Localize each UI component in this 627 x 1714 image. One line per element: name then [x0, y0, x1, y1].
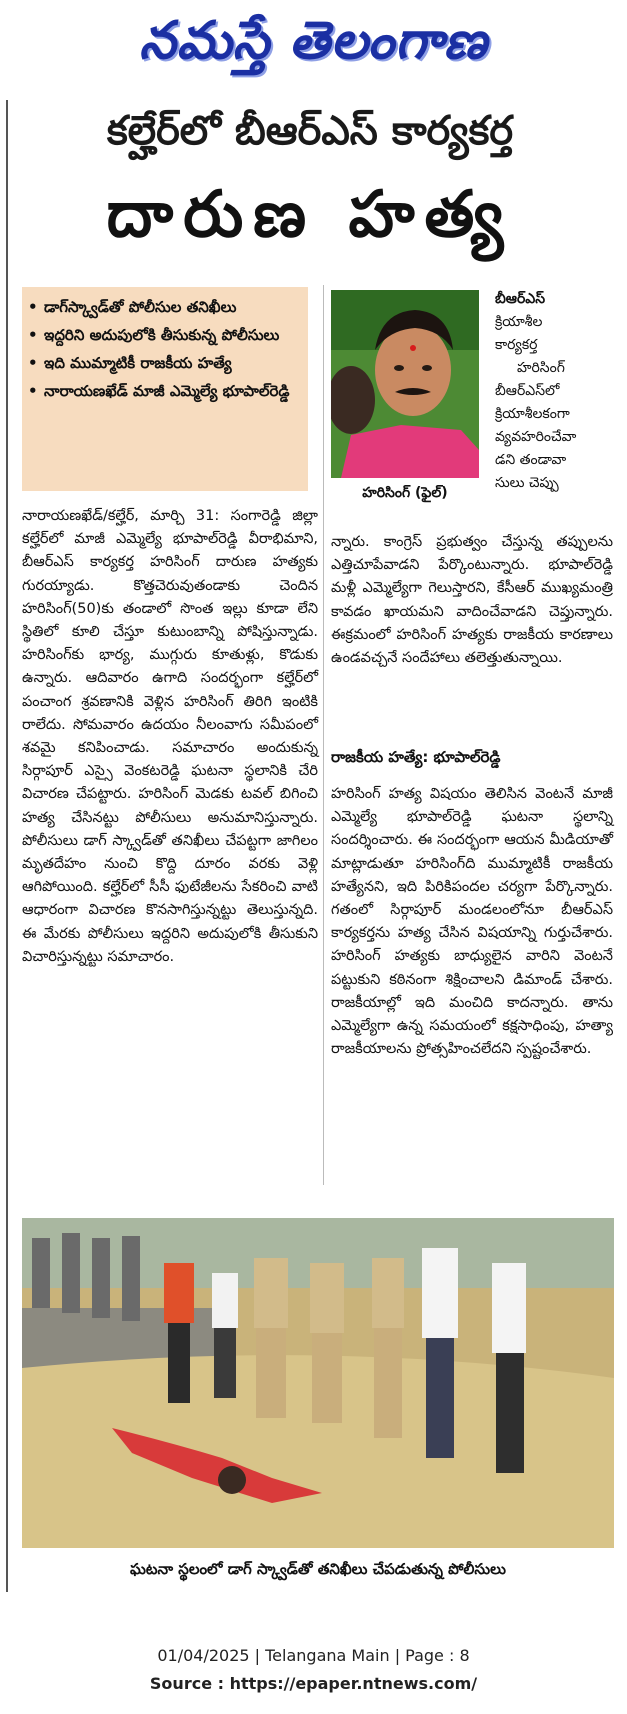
- article-body-left: [22, 505, 318, 969]
- headline-line-1: కల్హేర్‌లో బీఆర్‌ఎస్ కార్యకర్త: [106, 108, 514, 154]
- highlights-box: [22, 287, 308, 491]
- scene-image: [22, 1218, 614, 1548]
- side-text-line: క్రియాశీల: [495, 314, 543, 330]
- side-text-block: [495, 288, 613, 495]
- article-body-right-top: [331, 531, 613, 670]
- edition-info: 01/04/2025 | Telangana Main | Page : 8: [157, 1646, 470, 1665]
- photo-caption: హరిసింగ్ (ఫైల్): [362, 485, 448, 501]
- article-paragraph: హరిసింగ్ హత్య విషయం తెలిసిన వెంటనే మాజీ ఎమ్మెల్యే భూపాల్‌రెడ్డి ఘటనా స్థలాన్ని సందర్శించారు. ఈ సందర్భంగా ఆయన మీడియాతో మాట్లాడుతూ హరిసింగ్‌ది ముమ్మాటికీ రాజకీయ హత్యేనని, ఇది పిరికిపందల చర్యగా పేర్కొన్నారు. గతంలో సిర్గాపూర్ మండలంలోనూ బీఆర్‌ఎస్ కార్యకర్తను హత్య చేసిన విషయాన్ని గుర్తుచేశారు. హరిసింగ్ హత్యకు బాధ్యులైన వారిని వెంటనే పట్టుకుని కఠినంగా శిక్షించాలని డిమాండ్ చేశారు. రాజకీయాల్లో ఇది మంచిది కాదన్నారు. తాను ఎమ్మెల్యేగా ఉన్న సమయంలో కక్షసాధింపు, హత్యా రాజకీయాలను ప్రోత్సహించలేదని స్పష్టంచేశారు.: [331, 786, 613, 1058]
- scene-caption: ఘటనా స్థలంలో డాగ్ స్క్వాడ్‌తో తనిఖీలు చేపడుతున్న పోలీసులు: [130, 1560, 506, 1578]
- article-paragraph: నారాయణఖేడ్/కల్హేర్, మార్చి 31: సంగారెడ్డి జిల్లా కల్హేర్‌లో మాజీ ఎమ్మెల్యే భూపాల్‌రెడ్డి వీరాభిమాని, బీఆర్‌ఎస్ కార్యకర్త హరిసింగ్ దారుణ హత్యకు గురయ్యాడు. కొత్తచెరువుతండాకు చెందిన హరిసింగ్(50)కు తండాలో సొంత ఇల్లు కూడా లేని స్థితిలో కూలి చేస్తూ కుటుంబాన్ని పోషిస్తున్నాడు. హరిసింగ్‌కు భార్య, ముగ్గురు కూతుళ్లు, కొడుకు ఉన్నారు. ఆదివారం ఉగాది సందర్భంగా కల్హేర్‌లో పంచాంగ శ్రవణానికి వెళ్లిన హరిసింగ్ తిరిగి ఇంటికి రాలేదు. సోమవారం ఉదయం నీలంవాగు సమీపంలో శవమై కనిపించాడు. సమాచారం అందుకున్న సిర్గాపూర్ ఎస్సై వెంకటరెడ్డి ఘటనా స్థలానికి చేరి విచారణ చేపట్టారు. హరిసింగ్ మెడకు టవల్ బిగించి హత్య చేసినట్టు పోలీసులు అనుమానిస్తున్నారు. పోలీసులు డాగ్ స్క్వాడ్‌తో తనిఖీలు చేపట్టగా జాగిలం మృతదేహం నుంచి కొద్ది దూరం వరకు వెళ్లి ఆగిపోయింది. కల్హేర్‌లో సీసీ ఫుటేజీలను సేకరించి వాటి ఆధారంగా విచారణ కొనసాగిస్తున్నట్టు తెలుస్తున్నది. ఈ మేరకు పోలీసులు ఇద్దరిని అదుపులోకి తీసుకుని విచారిస్తున్నట్టు సమాచారం.: [22, 508, 318, 965]
- victim-photo: [331, 290, 479, 478]
- highlight-item: • నారాయణఖేడ్ మాజీ ఎమ్మెల్యే భూపాల్‌రెడ్డి: [28, 377, 302, 405]
- side-text-line: హరిసింగ్: [517, 360, 565, 376]
- masthead: [0, 0, 627, 86]
- bullet-icon: •: [28, 326, 38, 344]
- article-subheading: రాజకీయ హత్యే: భూపాల్‌రెడ్డి: [331, 748, 501, 766]
- article-paragraph: న్నారు. కాంగ్రెస్ ప్రభుత్వం చేస్తున్న తప్పులను ఎత్తిచూపేవాడని పేర్కొంటున్నారు. భూపాల్‌రెడ్డి మళ్లీ ఎమ్మెల్యేగా గెలుస్తారని, కేసీఆర్ ముఖ్యమంత్రి కావడం ఖాయమని వాదించేవాడని చెప్తున్నారు. ఈక్రమంలో హరిసింగ్ హత్యకు రాజకీయ కారణాలు ఉండవచ్చనే సందేహాలు తలెత్తుతున్నాయి.: [331, 534, 613, 667]
- highlight-item: • డాగ్‌స్క్వాడ్‌తో పోలీసుల తనిఖీలు: [28, 293, 302, 321]
- bullet-icon: •: [28, 298, 38, 316]
- column-divider: [323, 285, 324, 1185]
- side-text-line: బీఆర్‌ఎస్: [495, 291, 546, 307]
- crime-scene-photo: [22, 1218, 614, 1548]
- headline-line-2: దారుణ హత్య: [106, 178, 514, 252]
- masthead-logo: నమస్తే తెలంగాణ: [139, 10, 488, 71]
- bullet-icon: •: [28, 354, 38, 372]
- side-text-line: సులు చెప్పు: [495, 475, 559, 491]
- bullet-icon: •: [28, 382, 38, 400]
- side-text-line: కార్యకర్త: [495, 337, 538, 353]
- source-link[interactable]: Source : https://epaper.ntnews.com/: [149, 1674, 478, 1693]
- side-text-line: క్రియాశీలకంగా: [495, 406, 570, 422]
- side-text-line: వ్యవహరించేవా: [495, 429, 577, 445]
- highlight-item: • ఇది ముమ్మాటికీ రాజకీయ హత్యే: [28, 349, 302, 377]
- side-text-line: డని తండావా: [495, 452, 567, 468]
- article-body-right-bottom: [331, 783, 613, 1061]
- side-text-line: బీఆర్‌ఎస్‌లో: [495, 383, 560, 399]
- portrait-image: [331, 290, 479, 478]
- highlight-item: • ఇద్దరిని అదుపులోకి తీసుకున్న పోలీసులు: [28, 321, 302, 349]
